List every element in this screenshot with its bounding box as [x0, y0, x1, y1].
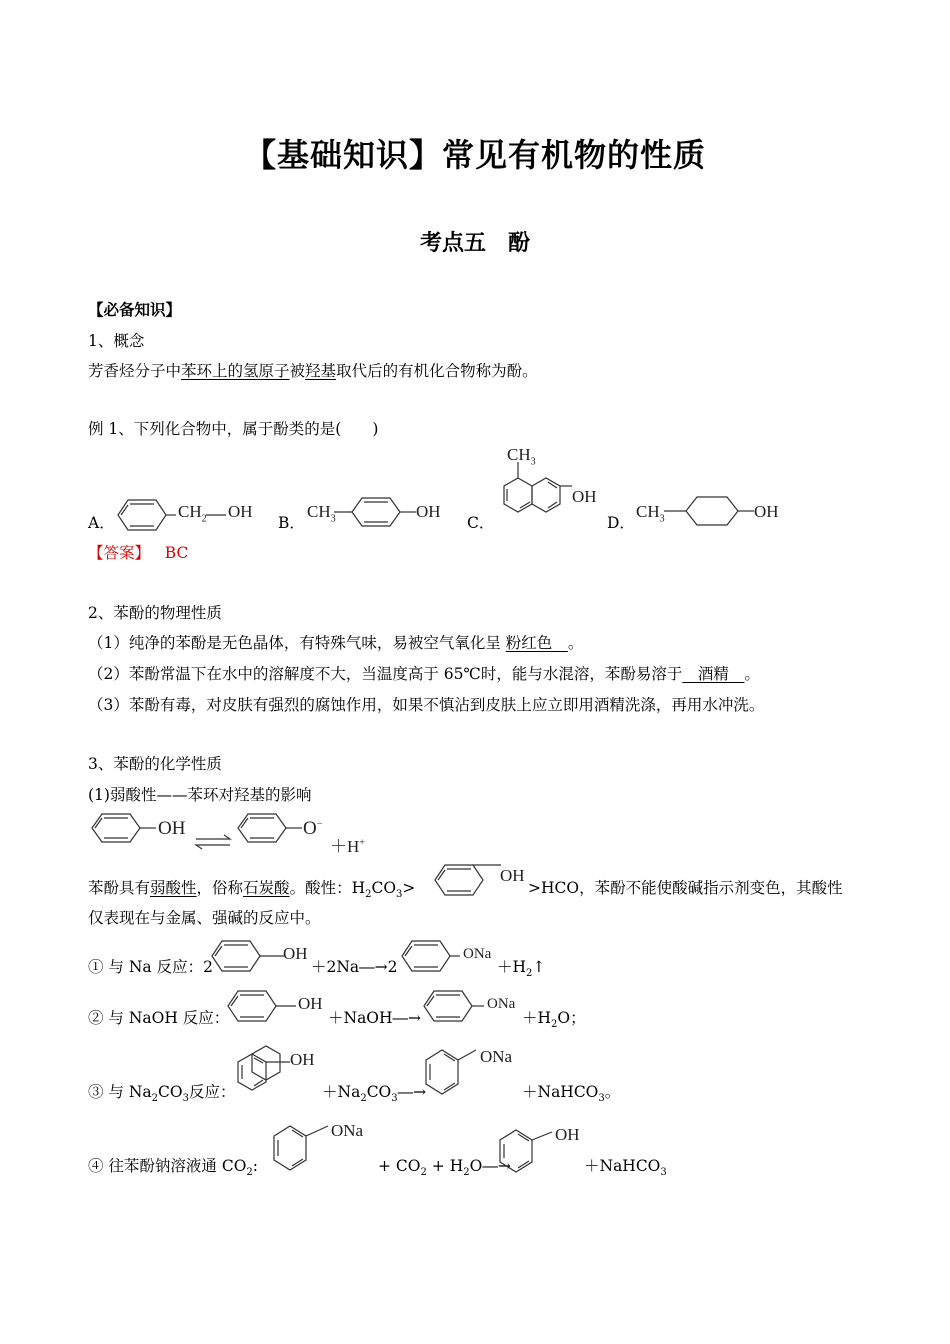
oh-group: OH: [298, 994, 323, 1013]
section-subtitle: 考点五 酚: [419, 231, 530, 256]
answer-line: [88, 543, 188, 563]
benzene-ring-diagram: [234, 810, 314, 850]
acidity-text: 苯酚具有弱酸性，俗称石炭酸。酸性：$H_2CO_3>$: [88, 879, 416, 901]
option-d-label: D．: [607, 514, 635, 532]
reaction-1-label: ① 与 Na 反应：2: [88, 958, 213, 976]
benzene-ring-diagram: [112, 495, 172, 535]
oh-group: OH: [754, 502, 779, 521]
ona-group: ONa: [463, 946, 492, 962]
ch3-group: $CH_3$: [507, 445, 536, 468]
page-title: 【基础知识】常见有机物的性质: [243, 136, 706, 174]
reaction-3-label: ③ 与 $Na_2CO_3$反应：: [88, 1083, 236, 1105]
reaction-4-end: ＋NaHCO$_3$: [584, 1157, 667, 1179]
phenoxide-o: O−: [303, 818, 323, 839]
benzene-ring-diagram: [431, 860, 511, 900]
underlined-term: 酒精: [682, 665, 745, 683]
reaction-4-mid: + $CO_2$ + $H_2O―\to$: [378, 1157, 511, 1179]
reaction-3-mid: $+Na_2CO_3―\to$: [322, 1083, 427, 1105]
hydrogen-ion: ＋H+: [330, 837, 365, 856]
underlined-term: 苯环上的氢原子: [181, 362, 290, 380]
answer-value: BC: [164, 544, 189, 562]
option-a-label: A．: [88, 514, 115, 532]
naphthalene-diagram: [490, 462, 580, 532]
cyclohexane-diagram: [664, 493, 764, 533]
benzene-ring-diagram: [88, 810, 168, 850]
reaction-1-mid: ＋2Na―→2: [311, 958, 398, 976]
underlined-term: 弱酸性: [150, 879, 197, 897]
oh-group: OH: [500, 866, 525, 885]
option-b-label: B．: [278, 514, 305, 532]
reaction-2-end: $+H_2O$；: [522, 1009, 586, 1031]
oh-group: OH: [555, 1125, 580, 1144]
benzene-ring-diagram: [334, 495, 424, 535]
section-header: 【必备知识】: [88, 300, 182, 319]
reaction-2-mid: ＋NaOH―→: [328, 1009, 422, 1027]
chemical-heading: 3、苯酚的化学性质: [88, 755, 222, 773]
ch3-group: $CH_3$: [307, 502, 336, 525]
physical-heading: 2、苯酚的物理性质: [88, 604, 222, 622]
ch2-group: $CH_2$: [178, 502, 207, 525]
physical-item-1: （1）纯净的苯酚是无色晶体，有特殊气味，易被空气氧化呈 粉红色 。: [88, 634, 584, 652]
oh-group: OH: [572, 487, 597, 506]
reaction-4-label: ④ 往苯酚钠溶液通 $CO_2$:: [88, 1157, 259, 1179]
physical-item-2: （2）苯酚常温下在水中的溶解度不大，当温度高于 65℃时，能与水混溶，苯酚易溶于 酒精 。: [88, 665, 760, 683]
oh-group: OH: [416, 502, 441, 521]
concept-heading: 1、概念: [88, 332, 145, 350]
ch3-group: $CH_3$: [636, 502, 665, 525]
underlined-term: 羟基: [305, 362, 337, 380]
oh-group: OH: [158, 818, 186, 839]
oh-group: OH: [283, 944, 308, 963]
example-question: 例 1、下列化合物中，属于酚类的是( ): [88, 420, 379, 438]
chemical-subheading: (1)弱酸性——苯环对羟基的影响: [88, 786, 312, 804]
oh-group: OH: [290, 1050, 315, 1069]
reaction-1-end: $+H_2↑$: [497, 958, 546, 980]
ona-group: ONa: [480, 1047, 513, 1066]
acidity-text-cont: >HCO，苯酚不能使酸碱指示剂变色，其酸性: [528, 879, 843, 897]
acidity-text-line2: 仅表现在与金属、强碱的反应中。: [88, 909, 321, 927]
concept-text: 芳香烃分子中苯环上的氢原子被羟基取代后的有机化合物称为酚。: [88, 362, 538, 380]
ona-group: ONa: [331, 1121, 364, 1140]
reaction-3-end: ＋NaHCO$_3$。: [522, 1083, 621, 1105]
underlined-term: 石炭酸: [243, 879, 290, 897]
equilibrium-arrow-icon: [194, 834, 234, 850]
option-c-label: C．: [467, 514, 495, 532]
answer-label: 【答案】: [88, 544, 151, 562]
physical-item-3: （3）苯酚有毒，对皮肤有强烈的腐蚀作用，如果不慎沾到皮肤上应立即用酒精洗涤，再用水冲洗。: [88, 696, 765, 714]
ona-group: ONa: [487, 996, 516, 1012]
underlined-term: 粉红色: [505, 634, 568, 652]
reaction-2-label: ② 与 NaOH 反应：: [88, 1009, 230, 1027]
oh-group: OH: [228, 502, 253, 521]
